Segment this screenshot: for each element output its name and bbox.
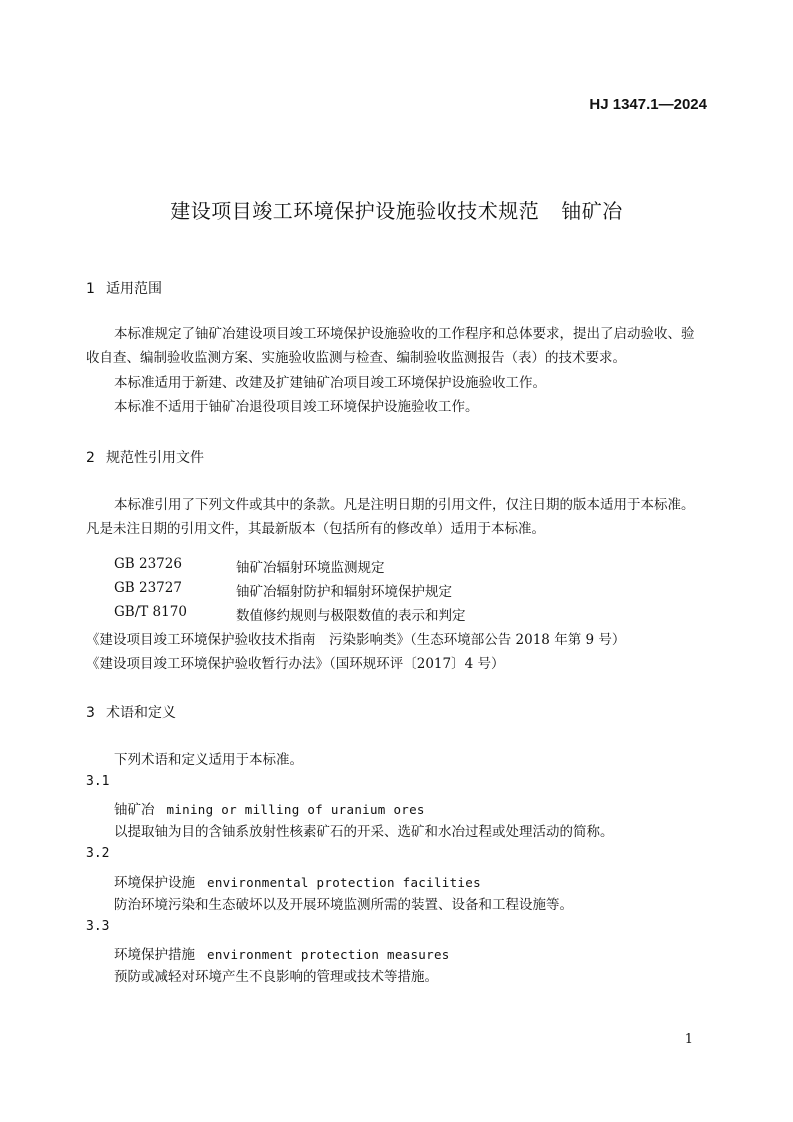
clause-number: 3.3 bbox=[86, 919, 110, 934]
term-definition: 以提取铀为目的含铀系放射性核素矿石的开采、选矿和水冶过程或处理活动的简称。 bbox=[114, 824, 614, 840]
term-entry bbox=[114, 798, 425, 818]
reference-document: 《建设项目竣工环境保护验收技术指南 污染影响类》（生态环境部公告 2018 年第 9 号） bbox=[86, 632, 626, 648]
term-entry bbox=[114, 943, 450, 963]
term-en: environment protection measures bbox=[207, 947, 450, 962]
clause-number: 3.2 bbox=[86, 846, 110, 861]
title-sub: 铀矿冶 bbox=[561, 199, 623, 223]
document-title bbox=[0, 195, 793, 224]
term-cn: 环境保护设施 bbox=[114, 875, 195, 891]
section-1-heading bbox=[86, 278, 162, 298]
term-entry bbox=[114, 871, 481, 891]
standard-code: HJ 1347.1—2024 bbox=[589, 96, 707, 113]
reference-code: GB/T 8170 bbox=[114, 604, 187, 620]
term-cn: 环境保护措施 bbox=[114, 947, 195, 963]
term-definition: 预防或减轻对环境产生不良影响的管理或技术等措施。 bbox=[114, 969, 438, 985]
paragraph: 本标准引用了下列文件或其中的条款。凡是注明日期的引用文件，仅注日期的版本适用于本标准。 bbox=[114, 497, 695, 513]
section-number: 3 bbox=[86, 705, 95, 721]
reference-document: 《建设项目竣工环境保护验收暂行办法》（国环规环评〔2017〕4 号） bbox=[86, 656, 505, 672]
section-number: 2 bbox=[86, 450, 95, 466]
section-title: 术语和定义 bbox=[106, 705, 176, 721]
paragraph: 凡是未注日期的引用文件，其最新版本（包括所有的修改单）适用于本标准。 bbox=[86, 521, 545, 537]
section-number: 1 bbox=[86, 281, 95, 297]
clause-number: 3.1 bbox=[86, 774, 110, 789]
page-number: 1 bbox=[684, 1032, 693, 1047]
paragraph: 本标准不适用于铀矿冶退役项目竣工环境保护设施验收工作。 bbox=[114, 399, 479, 415]
reference-title: 铀矿冶辐射防护和辐射环境保护规定 bbox=[236, 584, 452, 600]
term-en: mining or milling of uranium ores bbox=[166, 802, 425, 817]
section-title: 适用范围 bbox=[106, 281, 162, 297]
paragraph: 收自查、编制验收监测方案、实施验收监测与检查、编制验收监测报告（表）的技术要求。 bbox=[86, 350, 626, 366]
reference-title: 铀矿冶辐射环境监测规定 bbox=[236, 560, 385, 576]
term-cn: 铀矿冶 bbox=[114, 802, 155, 818]
paragraph: 本标准适用于新建、改建及扩建铀矿冶项目竣工环境保护设施验收工作。 bbox=[114, 375, 546, 391]
section-3-heading bbox=[86, 702, 176, 722]
reference-code: GB 23727 bbox=[114, 580, 182, 596]
term-definition: 防治环境污染和生态破坏以及开展环境监测所需的装置、设备和工程设施等。 bbox=[114, 897, 573, 913]
paragraph: 下列术语和定义适用于本标准。 bbox=[114, 752, 303, 768]
paragraph: 本标准规定了铀矿冶建设项目竣工环境保护设施验收的工作程序和总体要求，提出了启动验收、验 bbox=[114, 326, 695, 342]
term-en: environmental protection facilities bbox=[207, 875, 481, 890]
title-main: 建设项目竣工环境保护设施验收技术规范 bbox=[170, 199, 540, 223]
section-title: 规范性引用文件 bbox=[106, 450, 204, 466]
section-2-heading bbox=[86, 447, 204, 467]
reference-title: 数值修约规则与极限数值的表示和判定 bbox=[236, 608, 466, 624]
reference-code: GB 23726 bbox=[114, 556, 182, 572]
